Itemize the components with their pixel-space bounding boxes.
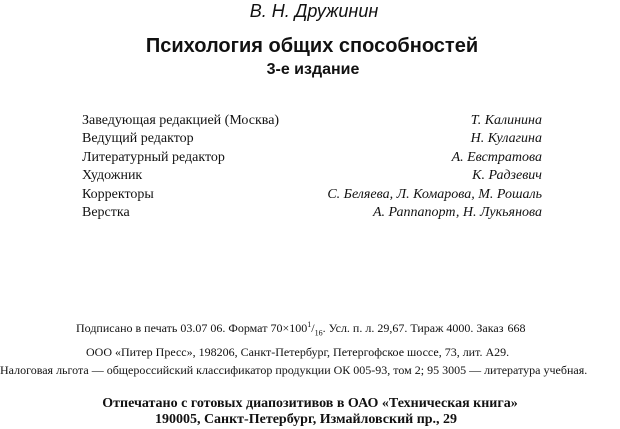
- credit-person: А. Раппапорт, Н. Лукьянова: [372, 204, 542, 220]
- credit-role: Художник: [82, 168, 143, 184]
- printing-house-address: 190005, Санкт-Петербург, Измайловский пр., 29: [154, 412, 458, 427]
- credit-row: [82, 204, 542, 222]
- credit-person: С. Беляева, Л. Комарова, М. Рошаль: [327, 186, 542, 202]
- format-numerator: 1: [307, 320, 312, 329]
- imprint-signed-text: Подписано в печать 03.07 06. Формат 70×100: [76, 321, 308, 335]
- order-number: 668: [507, 321, 526, 335]
- format-denominator: 16: [314, 328, 323, 338]
- credit-person: Т. Калинина: [470, 113, 542, 128]
- credit-row: [82, 149, 542, 167]
- credit-row: [82, 112, 542, 130]
- credits-list: [82, 112, 542, 222]
- credit-person: Н. Кулагина: [470, 131, 542, 147]
- credit-role: Верстка: [82, 204, 130, 220]
- credit-row: [82, 130, 542, 148]
- credit-person: А. Евстратова: [451, 149, 542, 165]
- imprint-print-details: . Усл. п. л. 29,67. Тираж 4000. Заказ: [322, 321, 504, 335]
- printing-house-line: Отпечатано с готовых диапозитивов в ОАО «Техническая книга»: [102, 396, 518, 411]
- credit-role: Заведующая редакцией (Москва): [82, 113, 280, 128]
- imprint-signed-line: [76, 320, 526, 338]
- credit-person: К. Радзевич: [472, 168, 542, 184]
- publisher-address: ООО «Питер Пресс», 198206, Санкт-Петербург, Петергофское шоссе, 73, лит. А29.: [86, 345, 510, 359]
- credit-role: Корректоры: [82, 186, 154, 202]
- format-slash: /: [311, 321, 315, 335]
- edition-label: 3-е издание: [266, 61, 360, 78]
- credit-row: [82, 186, 542, 204]
- credit-role: Литературный редактор: [82, 149, 225, 165]
- author-name: В. Н. Дружинин: [249, 1, 379, 21]
- credit-role: Ведущий редактор: [82, 131, 194, 147]
- tax-exemption-note: Налоговая льгота — общероссийский классификатор продукции ОК 005-93, том 2; 95 3005 — литература учебная.: [0, 363, 588, 377]
- credit-row: [82, 167, 542, 185]
- book-title: Психология общих способностей: [145, 35, 479, 57]
